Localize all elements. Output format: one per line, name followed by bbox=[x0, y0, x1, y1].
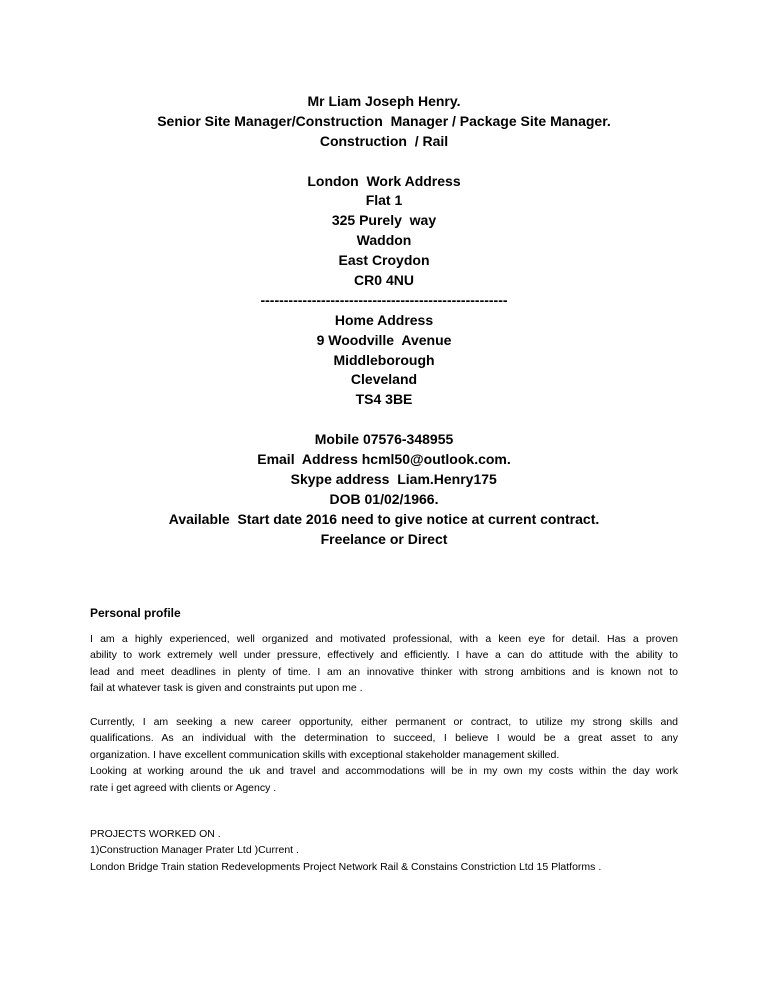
email-address: Email Address hcml50@outlook.com. bbox=[257, 451, 511, 468]
profile-p1-line: lead and meet deadlines in plenty of time. I am an innovative thinker with strong ambitions and is known not to bbox=[90, 665, 678, 678]
work-type: Freelance or Direct bbox=[320, 530, 448, 547]
home-address-line3: Cleveland bbox=[350, 371, 418, 388]
profile-paragraph-2 bbox=[90, 714, 678, 796]
project-item-1-detail: London Bridge Train station Redevelopments Project Network Rail & Constains Constriction Ltd 15 Platforms . bbox=[90, 860, 602, 873]
candidate-sector: Construction / Rail bbox=[319, 132, 449, 149]
profile-p2-line: rate i get agreed with clients or Agency . bbox=[90, 781, 277, 794]
work-address-line1: Flat 1 bbox=[365, 192, 403, 209]
cv-header bbox=[0, 92, 768, 549]
projects-section bbox=[90, 826, 678, 875]
candidate-name: Mr Liam Joseph Henry. bbox=[307, 93, 461, 109]
work-address-line2: 325 Purely way bbox=[331, 212, 437, 229]
home-address-postcode: TS4 3BE bbox=[355, 391, 413, 408]
candidate-role: Senior Site Manager/Construction Manager / Package Site Manager. bbox=[157, 112, 611, 129]
profile-paragraph-1 bbox=[90, 631, 678, 697]
project-item-1: 1)Construction Manager Prater Ltd )Current . bbox=[90, 844, 299, 857]
mobile-number: Mobile 07576-348955 bbox=[314, 431, 454, 448]
work-address-line3: Waddon bbox=[356, 232, 412, 249]
header-spacer bbox=[0, 152, 768, 172]
contact-spacer bbox=[0, 410, 768, 430]
home-address-line1: 9 Woodville Avenue bbox=[316, 331, 452, 348]
profile-p1-line: ability to work extremely well under pressure, effectively and efficiently. I have a can do attitude with the ability to bbox=[90, 649, 678, 662]
availability: Available Start date 2016 need to give notice at current contract. bbox=[168, 510, 600, 527]
profile-p2-line: Looking at working around the uk and travel and accommodations will be in my own my costs within the day work bbox=[90, 765, 678, 778]
work-address-label: London Work Address bbox=[307, 172, 461, 189]
profile-p2-line: qualifications. As an individual with the determination to succeed, I believe I would be a great asset to any bbox=[90, 732, 678, 745]
home-address-line2: Middleborough bbox=[333, 351, 435, 368]
work-address-postcode: CR0 4NU bbox=[354, 272, 414, 289]
date-of-birth: DOB 01/02/1966. bbox=[329, 490, 439, 507]
profile-p2-line: Currently, I am seeking a new career opportunity, either permanent or contract, to utilize my strong skills and bbox=[90, 716, 678, 728]
profile-p1-line: fail at whatever task is given and constraints put upon me . bbox=[90, 682, 363, 695]
profile-p1-line: I am a highly experienced, well organized and motivated professional, with a keen eye for detail. Has a proven bbox=[90, 633, 678, 645]
skype-address: Skype address Liam.Henry175 bbox=[271, 470, 497, 487]
profile-p2-line: organization. I have excellent communication skills with exceptional stakeholder management skilled. bbox=[90, 748, 560, 761]
address-separator: ----------------------------------------------------- bbox=[260, 291, 508, 308]
home-address-label: Home Address bbox=[334, 311, 434, 328]
personal-profile-heading: Personal profile bbox=[90, 606, 181, 620]
projects-heading: PROJECTS WORKED ON . bbox=[90, 828, 221, 840]
work-address-line4: East Croydon bbox=[338, 252, 430, 269]
